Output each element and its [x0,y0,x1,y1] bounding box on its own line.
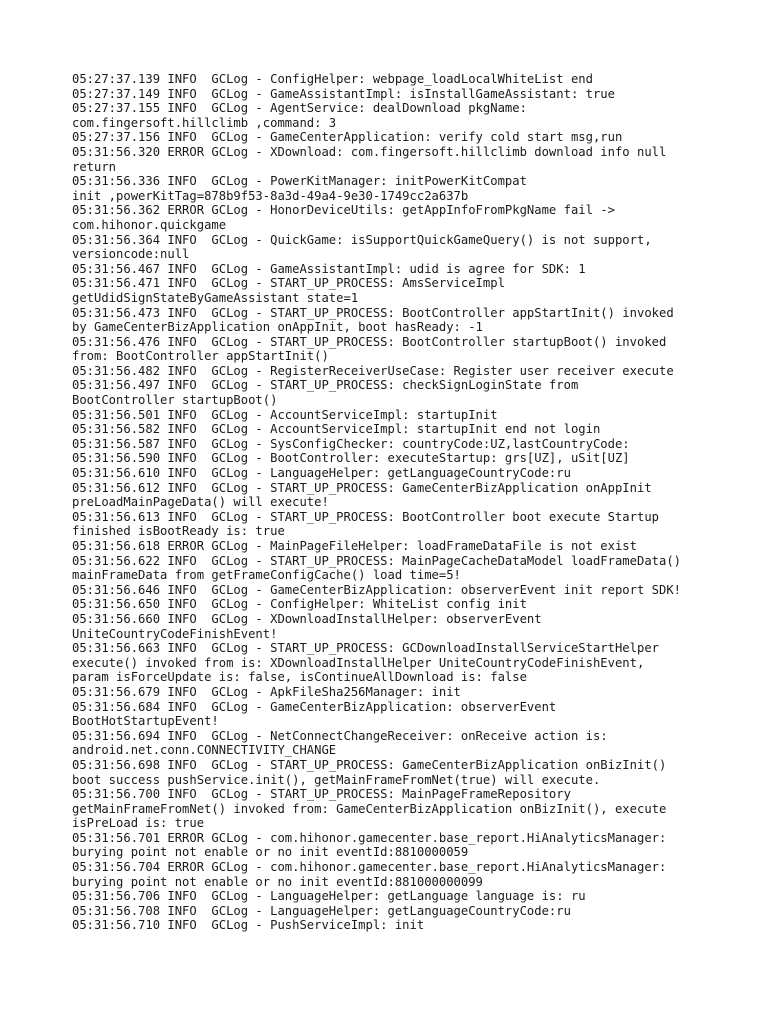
log-line: mainFrameData from getFrameConfigCache() load time=5! [72,568,461,583]
log-line: UniteCountryCodeFinishEvent! [72,626,278,641]
log-line: boot success pushService.init(), getMainFrameFromNet(true) will execute. [72,772,601,787]
log-line: 05:27:37.156 INFO GCLog - GameCenterApplication: verify cold start msg,run [72,130,623,145]
log-line: by GameCenterBizApplication onAppInit, boot hasReady: -1 [72,320,483,335]
log-line: 05:31:56.700 INFO GCLog - START_UP_PROCESS: MainPageFrameRepository [72,787,571,802]
log-line: 05:31:56.679 INFO GCLog - ApkFileSha256Manager: init [72,684,461,699]
log-line: 05:31:56.582 INFO GCLog - AccountServiceImpl: startupInit end not login [72,422,601,437]
log-line: 05:27:37.139 INFO GCLog - ConfigHelper: webpage_loadLocalWhiteList end [72,72,593,86]
log-line: com.hihonor.quickgame [72,217,227,232]
log-line: 05:31:56.320 ERROR GCLog - XDownload: com.fingersoft.hillclimb download info null [72,144,667,159]
log-line: getUdidSignStateByGameAssistant state=1 [72,290,359,305]
log-line: 05:31:56.701 ERROR GCLog - com.hihonor.gamecenter.base_report.HiAnalyticsManager: [72,830,667,845]
log-line: 05:31:56.482 INFO GCLog - RegisterReceiverUseCase: Register user receiver execute [72,363,674,378]
log-line: 05:31:56.467 INFO GCLog - GameAssistantImpl: udid is agree for SDK: 1 [72,261,586,276]
log-line: 05:31:56.590 INFO GCLog - BootController: executeStartup: grs[UZ], uSit[UZ] [72,451,630,466]
log-line: preLoadMainPageData() will execute! [72,495,329,510]
log-line: execute() invoked from is: XDownloadInstallHelper UniteCountryCodeFinishEvent, [72,655,645,670]
log-line: burying point not enable or no init eventId:881000000099 [72,874,483,889]
log-line: finished isBootReady is: true [72,524,285,539]
log-line: versioncode:null [72,247,190,262]
log-line: 05:27:37.149 INFO GCLog - GameAssistantImpl: isInstallGameAssistant: true [72,86,615,101]
log-line: 05:31:56.610 INFO GCLog - LanguageHelper: getLanguageCountryCode:ru [72,466,571,481]
log-line: 05:31:56.706 INFO GCLog - LanguageHelper: getLanguage language is: ru [72,889,586,904]
log-line: from: BootController appStartInit() [72,349,329,364]
log-line: 05:31:56.336 INFO GCLog - PowerKitManager: initPowerKitCompat [72,174,527,189]
log-line: 05:31:56.663 INFO GCLog - START_UP_PROCESS: GCDownloadInstallServiceStartHelper [72,641,659,656]
log-line: init ,powerKitTag=878b9f53-8a3d-49a4-9e30-1749cc2a637b [72,188,469,203]
log-line: com.fingersoft.hillclimb ,command: 3 [72,115,337,130]
log-line: 05:31:56.660 INFO GCLog - XDownloadInstallHelper: observerEvent [72,611,542,626]
log-line: 05:31:56.501 INFO GCLog - AccountServiceImpl: startupInit [72,407,498,422]
log-line: 05:31:56.650 INFO GCLog - ConfigHelper: WhiteList config init [72,597,527,612]
log-line: 05:31:56.587 INFO GCLog - SysConfigChecker: countryCode:UZ,lastCountryCode: [72,436,630,451]
log-line: 05:31:56.471 INFO GCLog - START_UP_PROCESS: AmsServiceImpl [72,276,505,291]
log-line: 05:31:56.708 INFO GCLog - LanguageHelper: getLanguageCountryCode:ru [72,903,571,918]
log-line: 05:31:56.622 INFO GCLog - START_UP_PROCESS: MainPageCacheDataModel loadFrameData() [72,553,682,568]
log-line: 05:31:56.704 ERROR GCLog - com.hihonor.gamecenter.base_report.HiAnalyticsManager: [72,860,667,875]
log-line: 05:31:56.694 INFO GCLog - NetConnectChangeReceiver: onReceive action is: [72,728,608,743]
log-line: param isForceUpdate is: false, isContinueAllDownload is: false [72,670,527,685]
log-line: 05:31:56.364 INFO GCLog - QuickGame: isSupportQuickGameQuery() is not support, [72,232,652,247]
log-line: burying point not enable or no init eventId:8810000059 [72,845,469,860]
log-line: isPreLoad is: true [72,816,205,831]
log-line: getMainFrameFromNet() invoked from: GameCenterBizApplication onBizInit(), execute [72,801,667,816]
log-line: 05:31:56.698 INFO GCLog - START_UP_PROCESS: GameCenterBizApplication onBizInit() [72,757,667,772]
log-line: 05:31:56.473 INFO GCLog - START_UP_PROCESS: BootController appStartInit() invoked [72,305,674,320]
log-document [72,72,712,933]
log-line: 05:31:56.618 ERROR GCLog - MainPageFileHelper: loadFrameDataFile is not exist [72,539,637,553]
log-line: 05:31:56.646 INFO GCLog - GameCenterBizApplication: observerEvent init report SDK! [72,582,682,597]
log-line: return [72,159,117,174]
log-line: 05:27:37.155 INFO GCLog - AgentService: dealDownload pkgName: [72,101,527,116]
log-line: 05:31:56.476 INFO GCLog - START_UP_PROCESS: BootController startupBoot() invoked [72,334,667,349]
log-line: 05:31:56.612 INFO GCLog - START_UP_PROCESS: GameCenterBizApplication onAppInit [72,480,652,495]
log-line: 05:31:56.710 INFO GCLog - PushServiceImpl: init [72,918,425,933]
log-line: 05:31:56.613 INFO GCLog - START_UP_PROCESS: BootController boot execute Startup [72,509,659,524]
log-line: BootController startupBoot() [72,393,278,408]
log-line: BootHotStartupEvent! [72,714,219,729]
log-line: 05:31:56.362 ERROR GCLog - HonorDeviceUtils: getAppInfoFromPkgName fail -> [72,203,615,218]
log-line: 05:31:56.497 INFO GCLog - START_UP_PROCESS: checkSignLoginState from [72,378,579,393]
log-line: 05:31:56.684 INFO GCLog - GameCenterBizApplication: observerEvent [72,699,557,714]
log-line: android.net.conn.CONNECTIVITY_CHANGE [72,743,337,758]
